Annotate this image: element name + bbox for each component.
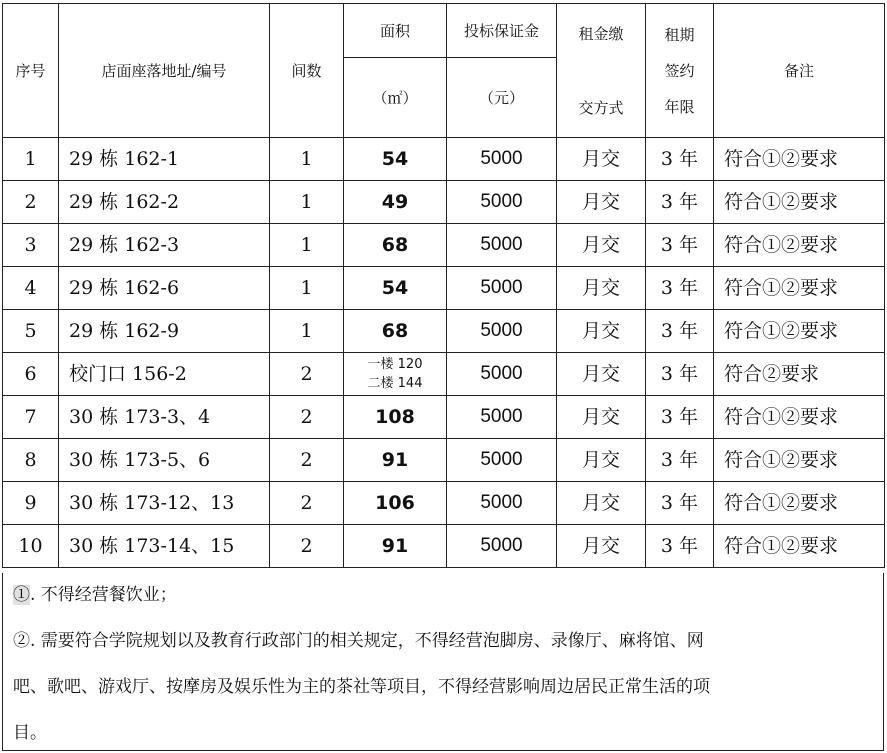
header-area-unit: （㎡）	[344, 58, 447, 138]
cell-deposit: 5000	[447, 525, 557, 568]
table-row	[3, 138, 885, 181]
cell-address: 29 栋 162-2	[59, 181, 270, 224]
cell-rooms: 2	[270, 482, 344, 525]
cell-term: 3 年	[646, 482, 714, 525]
cell-term: 3 年	[646, 439, 714, 482]
header-seq: 序号	[3, 4, 59, 138]
cell-deposit: 5000	[447, 267, 557, 310]
cell-area: 68	[344, 310, 447, 353]
cell-rooms: 1	[270, 310, 344, 353]
cell-payment: 月交	[557, 138, 646, 181]
cell-rooms: 1	[270, 267, 344, 310]
cell-remarks: 符合①②要求	[714, 224, 885, 267]
cell-seq: 1	[3, 138, 59, 181]
cell-deposit: 5000	[447, 310, 557, 353]
header-address: 店面座落地址/编号	[59, 4, 270, 138]
header-deposit-unit: （元）	[447, 58, 557, 138]
cell-address: 29 栋 162-9	[59, 310, 270, 353]
cell-rooms: 2	[270, 396, 344, 439]
cell-rooms: 2	[270, 525, 344, 568]
note-1-marker: ①	[13, 585, 30, 605]
cell-seq: 10	[3, 525, 59, 568]
area-floor2: 二楼 144	[367, 376, 423, 391]
cell-deposit: 5000	[447, 181, 557, 224]
requirements-notes	[2, 573, 884, 751]
table-row	[3, 267, 885, 310]
cell-deposit: 5000	[447, 439, 557, 482]
cell-area: 68	[344, 224, 447, 267]
cell-area: 49	[344, 181, 447, 224]
note-2-line3: 目。	[13, 723, 47, 743]
cell-rooms: 1	[270, 138, 344, 181]
cell-deposit: 5000	[447, 224, 557, 267]
cell-term: 3 年	[646, 525, 714, 568]
table-row	[3, 310, 885, 353]
header-lease-term	[646, 4, 714, 138]
table-row	[3, 224, 885, 267]
header-payment-line1: 租金缴	[578, 24, 624, 43]
cell-area: 106	[344, 482, 447, 525]
cell-area: 54	[344, 267, 447, 310]
cell-area: 91	[344, 439, 447, 482]
cell-payment: 月交	[557, 396, 646, 439]
cell-term: 3 年	[646, 310, 714, 353]
cell-area-split	[344, 353, 447, 396]
cell-address: 校门口 156-2	[59, 353, 270, 396]
header-area: 面积	[344, 4, 447, 58]
header-payment-line2: 交方式	[578, 98, 624, 117]
cell-payment: 月交	[557, 439, 646, 482]
cell-payment: 月交	[557, 525, 646, 568]
cell-remarks: 符合①②要求	[714, 181, 885, 224]
cell-seq: 3	[3, 224, 59, 267]
cell-address: 29 栋 162-3	[59, 224, 270, 267]
cell-seq: 5	[3, 310, 59, 353]
header-row-top	[3, 4, 885, 58]
cell-address: 29 栋 162-1	[59, 138, 270, 181]
cell-address: 29 栋 162-6	[59, 267, 270, 310]
header-term-line2: 签约	[664, 61, 695, 80]
cell-term: 3 年	[646, 138, 714, 181]
table-row	[3, 181, 885, 224]
cell-payment: 月交	[557, 353, 646, 396]
cell-remarks: 符合①②要求	[714, 482, 885, 525]
cell-deposit: 5000	[447, 353, 557, 396]
shop-rental-table	[2, 3, 885, 568]
cell-area: 108	[344, 396, 447, 439]
table-row	[3, 482, 885, 525]
header-remarks: 备注	[714, 4, 885, 138]
table-row	[3, 525, 885, 568]
header-term-line3: 年限	[664, 97, 695, 116]
cell-address: 30 栋 173-14、15	[59, 525, 270, 568]
cell-rooms: 2	[270, 439, 344, 482]
cell-payment: 月交	[557, 224, 646, 267]
table-row	[3, 353, 885, 396]
cell-payment: 月交	[557, 310, 646, 353]
cell-address: 30 栋 173-3、4	[59, 396, 270, 439]
cell-seq: 6	[3, 353, 59, 396]
note-2-line2: 吧、歌吧、游戏厅、按摩房及娱乐性为主的茶社等项目，不得经营影响周边居民正常生活的项	[13, 677, 710, 697]
cell-rooms: 2	[270, 353, 344, 396]
cell-term: 3 年	[646, 353, 714, 396]
cell-rooms: 1	[270, 181, 344, 224]
header-term-line1: 租期	[664, 25, 695, 44]
header-deposit: 投标保证金	[447, 4, 557, 58]
header-rooms: 间数	[270, 4, 344, 138]
cell-payment: 月交	[557, 181, 646, 224]
cell-term: 3 年	[646, 396, 714, 439]
note-1-text: . 不得经营餐饮业；	[30, 585, 177, 605]
header-payment-method	[557, 4, 646, 138]
cell-payment: 月交	[557, 482, 646, 525]
cell-term: 3 年	[646, 267, 714, 310]
cell-seq: 4	[3, 267, 59, 310]
cell-remarks: 符合①②要求	[714, 310, 885, 353]
cell-payment: 月交	[557, 267, 646, 310]
cell-deposit: 5000	[447, 482, 557, 525]
cell-deposit: 5000	[447, 396, 557, 439]
cell-remarks: 符合①②要求	[714, 138, 885, 181]
cell-seq: 7	[3, 396, 59, 439]
cell-area: 91	[344, 525, 447, 568]
table-row	[3, 396, 885, 439]
note-1	[13, 583, 177, 607]
cell-remarks: 符合①②要求	[714, 267, 885, 310]
cell-seq: 2	[3, 181, 59, 224]
note-2-line1: ②. 需要符合学院规划以及教育行政部门的相关规定，不得经营泡脚房、录像厅、麻将馆、网	[13, 631, 704, 651]
cell-term: 3 年	[646, 224, 714, 267]
cell-remarks: 符合②要求	[714, 353, 885, 396]
cell-remarks: 符合①②要求	[714, 525, 885, 568]
cell-address: 30 栋 173-12、13	[59, 482, 270, 525]
cell-remarks: 符合①②要求	[714, 396, 885, 439]
cell-remarks: 符合①②要求	[714, 439, 885, 482]
cell-deposit: 5000	[447, 138, 557, 181]
cell-address: 30 栋 173-5、6	[59, 439, 270, 482]
table-row	[3, 439, 885, 482]
cell-term: 3 年	[646, 181, 714, 224]
cell-seq: 8	[3, 439, 59, 482]
cell-seq: 9	[3, 482, 59, 525]
cell-area: 54	[344, 138, 447, 181]
area-floor1: 一楼 120	[367, 357, 423, 372]
cell-rooms: 1	[270, 224, 344, 267]
